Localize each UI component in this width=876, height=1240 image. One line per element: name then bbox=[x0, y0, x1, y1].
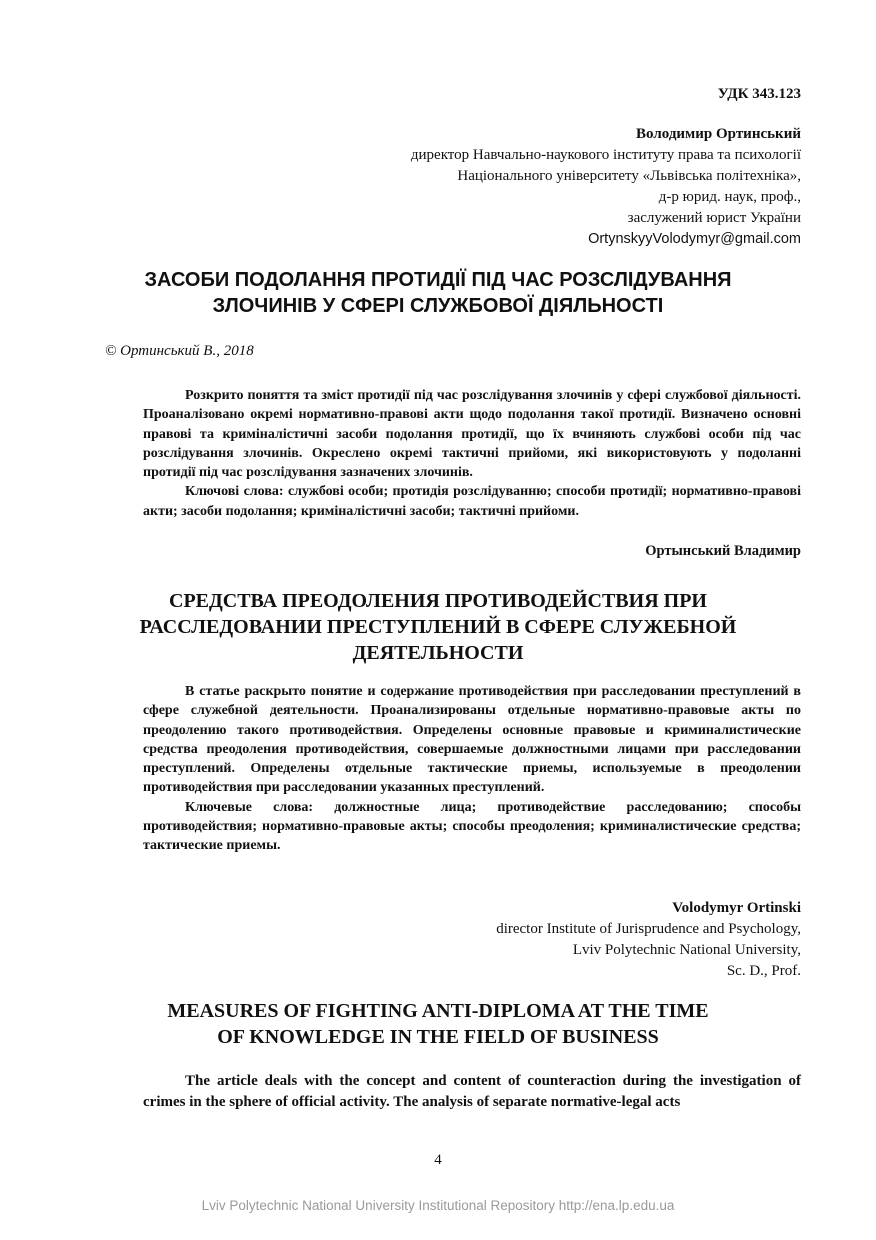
author-email[interactable]: OrtynskyyVolodymyr@gmail.com bbox=[588, 231, 801, 247]
repository-footer[interactable]: Lviv Polytechnic National University Institutional Repository http://ena.lp.edu.ua bbox=[201, 1198, 675, 1213]
title-line: ЗАСОБИ ПОДОЛАННЯ ПРОТИДІЇ ПІД ЧАС РОЗСЛІДУВАННЯ bbox=[144, 269, 732, 291]
title-line: ЗЛОЧИНІВ У СФЕРІ СЛУЖБОВОЇ ДІЯЛЬНОСТІ bbox=[212, 295, 664, 317]
title-line: ДЕЯТЕЛЬНОСТИ bbox=[352, 642, 524, 664]
abstract-text: В статье раскрыто понятие и содержание противодействия при расследовании преступлений в сфере служебной деятельности. Проанализированы отдельные нормативно-правовые акты по преодолению такого противодействия. Определены основные правовые и криминалистические средства преодоления противодействия, совершаемые должностными лицами при расследовании преступлений. Определены отдельные тактические приемы, используемые в преодолении противодействия при расследовании указанных преступлений. bbox=[143, 684, 801, 796]
author-affiliation-line: director Institute of Jurisprudence and Psychology, bbox=[496, 921, 801, 937]
author-block-en bbox=[496, 898, 801, 982]
copyright: © Ортинський В., 2018 bbox=[105, 343, 254, 359]
author-affiliation-line: Lviv Polytechnic National University, bbox=[572, 942, 801, 958]
title-line: OF KNOWLEDGE IN THE FIELD OF BUSINESS bbox=[217, 1026, 659, 1048]
title-line: РАССЛЕДОВАНИИ ПРЕСТУПЛЕНИЙ В СФЕРЕ СЛУЖЕБНОЙ bbox=[139, 616, 737, 638]
title-ru bbox=[75, 588, 801, 666]
udk-code: УДК 343.123 bbox=[717, 86, 801, 102]
abstract-text: Розкрито поняття та зміст протидії під час розслідування злочинів у сфері службової діяльності. Проаналізовано окремі нормативно-правові акти щодо подолання такої протидії. Визначено основні правові та криміналістичні засоби подолання протидії, що їх вчиняють службові особи під час розслідування злочинів. Окреслено окремі тактичні прийоми, які використовують у подоланні протидії під час розслідування зазначених злочинів. bbox=[143, 388, 801, 481]
author-degree-line: Sc. D., Prof. bbox=[726, 963, 801, 979]
abstract-ru bbox=[143, 682, 801, 856]
author-name-en: Volodymyr Ortinski bbox=[672, 900, 801, 916]
keywords-text: Ключевые слова: должностные лица; противодействие расследованию; способы противодействия; нормативно-правовые акты; способы преодоления; криминалистические средства; тактические приемы. bbox=[143, 799, 801, 854]
title-en bbox=[75, 998, 801, 1050]
page-number: 4 bbox=[434, 1152, 442, 1168]
abstract-en bbox=[143, 1071, 801, 1113]
author-block-ua bbox=[411, 124, 801, 250]
author-degree-line: д-р юрид. наук, проф., bbox=[658, 189, 801, 205]
author-name-ru: Ортынський Владимир bbox=[645, 543, 801, 559]
abstract-ua bbox=[143, 386, 801, 521]
author-affiliation-line: директор Навчально-наукового інституту права та психології bbox=[410, 147, 801, 163]
title-line: MEASURES OF FIGHTING ANTI-DIPLOMA AT THE TIME bbox=[167, 1000, 709, 1022]
title-line: СРЕДСТВА ПРЕОДОЛЕНИЯ ПРОТИВОДЕЙСТВИЯ ПРИ bbox=[169, 590, 707, 612]
title-ua bbox=[75, 267, 801, 319]
author-affiliation-line: Національного університету «Львівська політехніка», bbox=[457, 168, 801, 184]
author-name-ua: Володимир Ортинський bbox=[636, 126, 801, 142]
keywords-text: Ключові слова: службові особи; протидія розслідуванню; способи протидії; нормативно-правові акти; засоби подолання; криміналістичні засоби; тактичні прийоми. bbox=[143, 484, 801, 519]
abstract-text: The article deals with the concept and content of counteraction during the investigation of crimes in the sphere of official activity. The analysis of separate normative-legal acts bbox=[143, 1073, 801, 1110]
author-title-line: заслужений юрист України bbox=[627, 210, 801, 226]
